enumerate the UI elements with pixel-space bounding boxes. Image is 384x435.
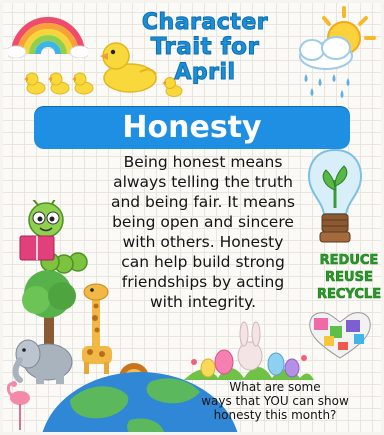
sun-icon (292, 4, 380, 102)
flamingo-icon (4, 380, 32, 432)
description-line: always telling the truth (113, 173, 293, 191)
caterpillar-icon (14, 200, 92, 276)
trait-banner (34, 106, 350, 149)
question-line-2: ways that YOU can show (201, 394, 349, 408)
reflection-question (196, 380, 354, 422)
trait-title: Honesty (122, 110, 262, 145)
title-line-1: Character (141, 10, 269, 35)
recycle-line-3: RECYCLE (317, 287, 382, 302)
recycle-slogan (317, 252, 381, 303)
description-line: with others. Honesty (122, 233, 284, 251)
easter-eggs-icon (184, 318, 314, 382)
lightbulb-plant-icon (302, 146, 368, 252)
question-line-1: What are some (229, 380, 321, 394)
description-line: with integrity. (149, 293, 257, 311)
title-line-3: April (174, 60, 236, 85)
description-line: and being fair. It means (110, 193, 296, 211)
rainbow-icon (8, 6, 88, 58)
description-line: being open and sincere (112, 213, 294, 231)
question-line-3: honesty this month? (213, 408, 337, 422)
bunny-icon (238, 322, 262, 370)
recycle-line-2: REUSE (325, 270, 373, 285)
description-line: Being honest means (123, 153, 283, 171)
puzzle-heart-icon (304, 308, 376, 362)
description-line: friendships by acting (121, 273, 285, 291)
rain-cloud-icon (300, 37, 352, 98)
duckling-icon (22, 70, 100, 96)
title-line-2: Trait for (150, 34, 260, 60)
description-line: can help build strong (121, 253, 285, 271)
recycle-line-1: REDUCE (319, 253, 379, 268)
